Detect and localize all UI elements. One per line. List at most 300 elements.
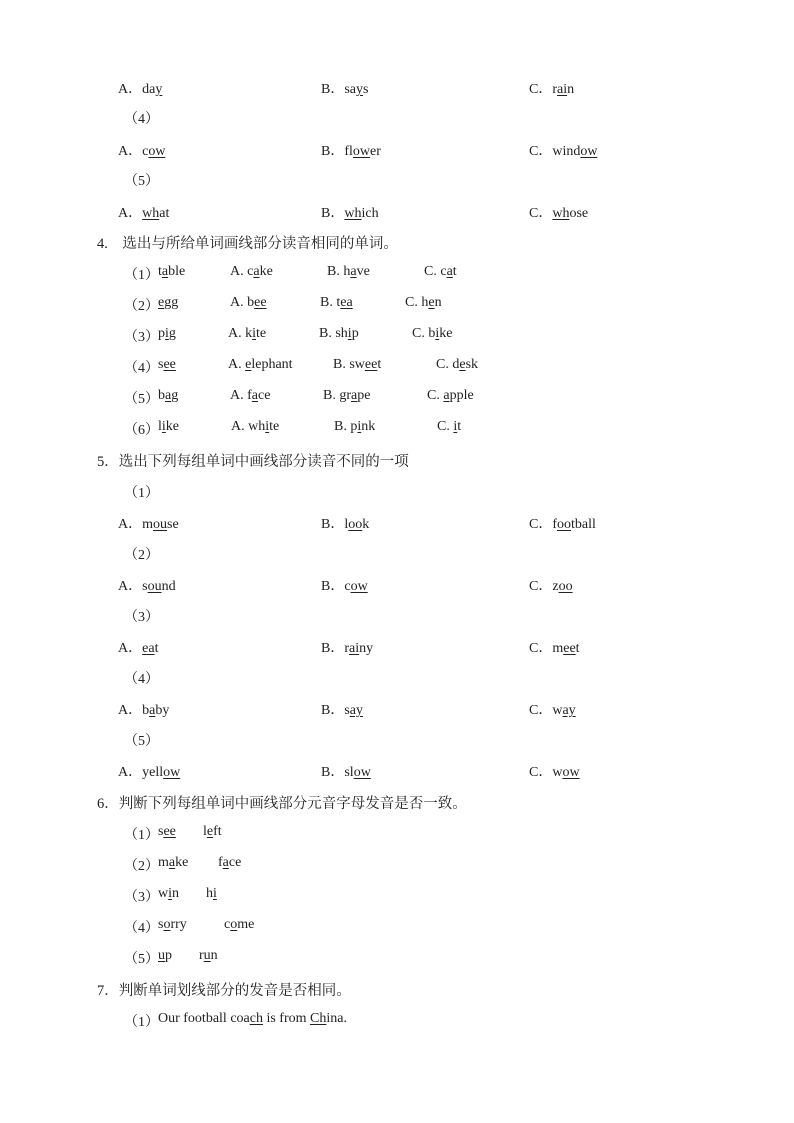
option-word [344,765,370,780]
q6-word-1 [158,886,179,902]
underlined-letters: o [163,917,171,932]
word-part: yell [142,765,164,780]
option-word [142,144,165,159]
option-letter: A． [118,206,143,221]
word-part: ich [361,206,379,221]
underlined-letters: ay [349,703,364,718]
q6-word-2 [199,948,218,964]
q4-item-number: （4） [124,361,159,376]
q7-sentence [158,1011,347,1027]
word-part: t [452,264,457,279]
option-word [142,206,169,221]
underlined-letters: a [443,388,450,403]
q5-group-number: （4） [124,672,159,687]
underlined-letters: oo [348,517,363,532]
q7-heading: 7．判断单词划线部分的发音是否相同。 [97,983,351,999]
option-word [142,765,180,780]
word-part: b [142,703,150,718]
option-word [248,419,279,434]
option-word [247,295,266,310]
underlined-letters: ow [350,579,368,594]
q5-option-c [529,637,580,657]
q3-option-a [118,140,165,160]
sentence-text: is from [262,1011,311,1026]
option-word [552,765,579,780]
q3-option-b [321,202,379,222]
word-part: t [575,641,580,656]
word-part: c [142,144,149,159]
word-part: wh [248,419,266,434]
option-word [344,703,363,718]
q6-item-number: （3） [124,890,159,905]
q6-word-1 [158,948,172,964]
option-letter: C. [436,357,453,372]
option-letter: B． [321,517,345,532]
q4-option-b [323,388,370,404]
word-part: te [256,326,267,341]
underlined-letters: a [222,855,229,870]
word-part: f [247,388,252,403]
underlined-letters: e [245,357,252,372]
word-part: b [247,295,255,310]
word-part: b [428,326,436,341]
option-word [344,144,381,159]
q4-option-a [231,419,279,435]
option-letter: C． [529,703,553,718]
word-part: c [440,264,447,279]
q6-word-2 [206,886,217,902]
option-word [428,326,452,341]
word-part: l [158,419,162,434]
word-part: f [218,855,223,870]
option-word [245,326,266,341]
word-part: m [552,641,564,656]
option-word [440,264,456,279]
q3-option-b [321,78,368,98]
q4-given-word [158,326,176,342]
option-letter: A． [118,579,143,594]
option-word [344,641,373,656]
underlined-letters: ee [563,641,576,656]
given-word [158,264,185,279]
word-part: nd [161,579,176,594]
word-part: p [350,419,358,434]
option-letter: B． [321,765,345,780]
option-word [552,206,588,221]
q5-option-b [321,513,369,533]
option-word [344,517,369,532]
q3-option-c [529,78,574,98]
option-word [335,326,358,341]
q4-option-b [320,295,353,311]
q7-item-number: （1） [124,1015,159,1030]
word-part: m [142,517,154,532]
option-word [247,264,273,279]
word-part: n [567,82,575,97]
underlined-letters: a [251,388,259,403]
q5-option-b [321,637,373,657]
word-part: s [142,579,148,594]
q4-option-a [228,357,293,373]
word-part: ve [356,264,370,279]
q5-option-a [118,513,179,533]
q5-option-c [529,761,580,781]
word-part: ke [439,326,453,341]
word-part: t [457,419,462,434]
underlined-letters: wh [344,206,362,221]
word-part: ft [213,824,222,839]
option-letter: A. [230,295,248,310]
underlined-letters: ee [163,824,176,839]
word-part: r [199,948,204,963]
word-part: w [552,765,563,780]
underlined-letters: ee [163,357,176,372]
underlined-letters: i [357,419,362,434]
underlined-letters: y [155,82,163,97]
q6-word-1 [158,855,188,871]
option-word [336,295,352,310]
q3-option-c [529,202,588,222]
q5-option-a [118,761,180,781]
option-letter: C． [529,517,553,532]
option-word [552,144,597,159]
given-word [158,388,178,403]
option-word [142,579,175,594]
sentence-text: ina. [326,1011,347,1026]
option-word [349,357,381,372]
q4-option-a [228,326,266,342]
option-letter: C． [529,641,553,656]
underlined-letters: e [428,295,435,310]
q4-option-a [230,264,273,280]
word-part: sw [349,357,365,372]
option-word [552,579,572,594]
underlined-letters: i [213,886,217,901]
underlined-letters: e [158,295,165,310]
underlined-letters: a [149,703,156,718]
q4-option-c [427,388,474,404]
q5-group-number: （1） [124,486,159,501]
q4-option-c [437,419,461,435]
underlined-letters: i [252,326,257,341]
word-part: er [370,144,381,159]
word [224,917,254,932]
underlined-letters: Ch [310,1011,327,1026]
option-letter: C. [412,326,429,341]
option-word [344,579,367,594]
q4-option-b [319,326,359,342]
word-part: h [343,264,351,279]
option-word [452,357,478,372]
q4-item-number: （2） [124,299,159,314]
word-part: p [351,326,359,341]
word-part: fl [344,144,353,159]
underlined-letters: a [350,264,357,279]
word-part: se [167,517,179,532]
q3-option-a [118,202,169,222]
q4-item-number: （5） [124,392,159,407]
word [158,948,172,963]
underlined-letters: i [161,419,166,434]
underlined-letters: wh [552,206,570,221]
q5-option-b [321,761,371,781]
option-letter: A． [118,517,143,532]
q5-group-number: （3） [124,610,159,625]
word-part: m [158,855,169,870]
q6-item-number: （4） [124,921,159,936]
underlined-letters: ow [353,765,371,780]
option-word [142,703,169,718]
word-part: p [158,326,165,341]
word-part: r [344,641,350,656]
q5-option-a [118,699,169,719]
word-part: s [158,824,164,839]
word [218,855,241,870]
q4-option-c [424,264,457,280]
word-part: pple [449,388,474,403]
q3-group-number: （5） [124,174,159,189]
underlined-letters: i [453,419,458,434]
q4-option-a [230,388,270,404]
q4-given-word [158,295,178,311]
underlined-letters: ow [562,765,580,780]
underlined-letters: ow [352,144,371,159]
q4-given-word [158,357,176,373]
option-letter: A. [228,357,246,372]
word-part: nk [361,419,376,434]
given-word [158,295,178,310]
underlined-letters: ow [580,144,598,159]
word-part: g [171,388,179,403]
underlined-letters: o [230,917,238,932]
option-letter: C． [529,144,553,159]
q6-word-1 [158,824,176,840]
word-part: n [210,948,218,963]
option-word [343,264,369,279]
option-word [344,82,368,97]
word-part: s [363,82,369,97]
word-part: sh [335,326,348,341]
q5-option-a [118,575,176,595]
word-part: h [206,886,213,901]
word-part: n [172,886,180,901]
option-letter: B． [321,703,345,718]
option-letter: B. [327,264,344,279]
option-letter: C. [424,264,441,279]
underlined-letters: a [161,264,169,279]
option-letter: A． [118,765,143,780]
underlined-letters: ch [249,1011,263,1026]
word-part: te [269,419,280,434]
q4-item-number: （1） [124,268,159,283]
word-part: s [344,703,350,718]
underlined-letters: ai [349,641,360,656]
q3-option-a [118,78,162,98]
word [158,824,176,839]
given-word [158,419,179,434]
option-letter: C. [437,419,454,434]
q6-word-2 [218,855,241,871]
option-word [552,703,575,718]
option-letter: B． [321,641,345,656]
underlined-letters: wh [142,206,160,221]
word-part: ce [258,388,271,403]
q4-given-word [158,419,179,435]
underlined-letters: ea [142,641,155,656]
option-letter: A. [230,264,248,279]
option-word [350,419,375,434]
underlined-letters: e [459,357,466,372]
underlined-letters: i [265,419,270,434]
word-part: tball [571,517,596,532]
word-part: ble [168,264,186,279]
q5-option-c [529,699,576,719]
q5-option-b [321,575,368,595]
underlined-letters: a [168,855,176,870]
q4-option-a [230,295,267,311]
option-letter: A. [231,419,249,434]
q6-item-number: （2） [124,859,159,874]
q6-word-2 [203,824,222,840]
underlined-letters: a [165,388,172,403]
word-part: z [552,579,559,594]
option-letter: A. [230,388,248,403]
word-part: me [237,917,255,932]
underlined-letters: u [158,948,165,963]
option-word [421,295,441,310]
option-word [552,641,579,656]
option-letter: C. [405,295,422,310]
word-part: n [434,295,442,310]
option-word [552,517,596,532]
word-part: sk [465,357,479,372]
word-part: p [165,948,172,963]
option-word [247,388,270,403]
word-part: w [158,886,169,901]
underlined-letters: ee [254,295,267,310]
underlined-letters: ee [364,357,378,372]
word [199,948,218,963]
underlined-letters: u [203,948,211,963]
word-part: gg [164,295,179,310]
option-letter: B. [320,295,337,310]
option-word [453,419,461,434]
option-letter: A． [118,641,143,656]
option-letter: B. [319,326,336,341]
word-part: ke [259,264,273,279]
word-part: t [336,295,341,310]
option-letter: C． [529,82,553,97]
option-letter: C. [427,388,444,403]
word-part: k [245,326,253,341]
word-part: by [155,703,170,718]
word-part: c [344,579,351,594]
underlined-letters: ow [148,144,166,159]
word-part: da [142,82,156,97]
given-word [158,357,176,372]
word-part: f [552,517,558,532]
option-letter: A． [118,703,143,718]
word-part: t [158,264,162,279]
sentence-text: Our football coa [158,1011,250,1026]
option-word [142,82,162,97]
word-part: w [552,703,563,718]
option-letter: B． [321,144,345,159]
option-word [552,82,574,97]
q5-option-c [529,575,573,595]
q6-item-number: （1） [124,828,159,843]
underlined-letters: y [356,82,364,97]
underlined-letters: e [206,824,214,839]
word-part: gr [339,388,352,403]
option-word [443,388,473,403]
underlined-letters: i [168,886,173,901]
word-part: ke [165,419,179,434]
option-letter: B. [323,388,340,403]
option-letter: B． [321,82,345,97]
word-part: s [158,357,164,372]
underlined-letters: i [165,326,169,341]
word-part: at [159,206,170,221]
option-letter: B. [333,357,350,372]
word [158,917,187,932]
word-part: ce [228,855,242,870]
word-part: h [421,295,429,310]
q5-heading: 5．选出下列每组单词中画线部分读音不同的一项 [97,454,409,470]
given-word [158,326,176,341]
word-part: d [452,357,460,372]
word-part: pe [357,388,371,403]
q5-group-number: （2） [124,548,159,563]
underlined-letters: i [347,326,352,341]
q4-option-b [334,419,375,435]
q3-group-number: （4） [124,112,159,127]
word-part: l [344,517,349,532]
word-part: t [154,641,159,656]
underlined-letters: oo [557,517,572,532]
word-part: l [203,824,207,839]
underlined-letters: ow [163,765,181,780]
option-letter: B． [321,206,345,221]
underlined-letters: i [435,326,440,341]
option-letter: A． [118,82,143,97]
word-part: t [377,357,382,372]
q4-option-c [405,295,442,311]
word-part: c [224,917,231,932]
q6-heading: 6．判断下列每组单词中画线部分元音字母发音是否一致。 [97,796,467,812]
option-letter: A. [228,326,246,341]
q4-option-b [333,357,381,373]
underlined-letters: ou [147,579,162,594]
word-part: r [552,82,558,97]
underlined-letters: ou [153,517,168,532]
word-part: k [362,517,370,532]
word-part: ose [569,206,589,221]
option-letter: C． [529,579,553,594]
word [206,886,217,901]
q4-option-c [436,357,478,373]
q4-item-number: （3） [124,330,159,345]
underlined-letters: ai [557,82,568,97]
underlined-letters: a [253,264,260,279]
q3-option-c [529,140,597,160]
word [158,886,179,901]
word-part: ke [175,855,189,870]
q6-item-number: （5） [124,952,159,967]
q5-group-number: （5） [124,734,159,749]
word-part: wind [552,144,581,159]
q5-option-c [529,513,596,533]
